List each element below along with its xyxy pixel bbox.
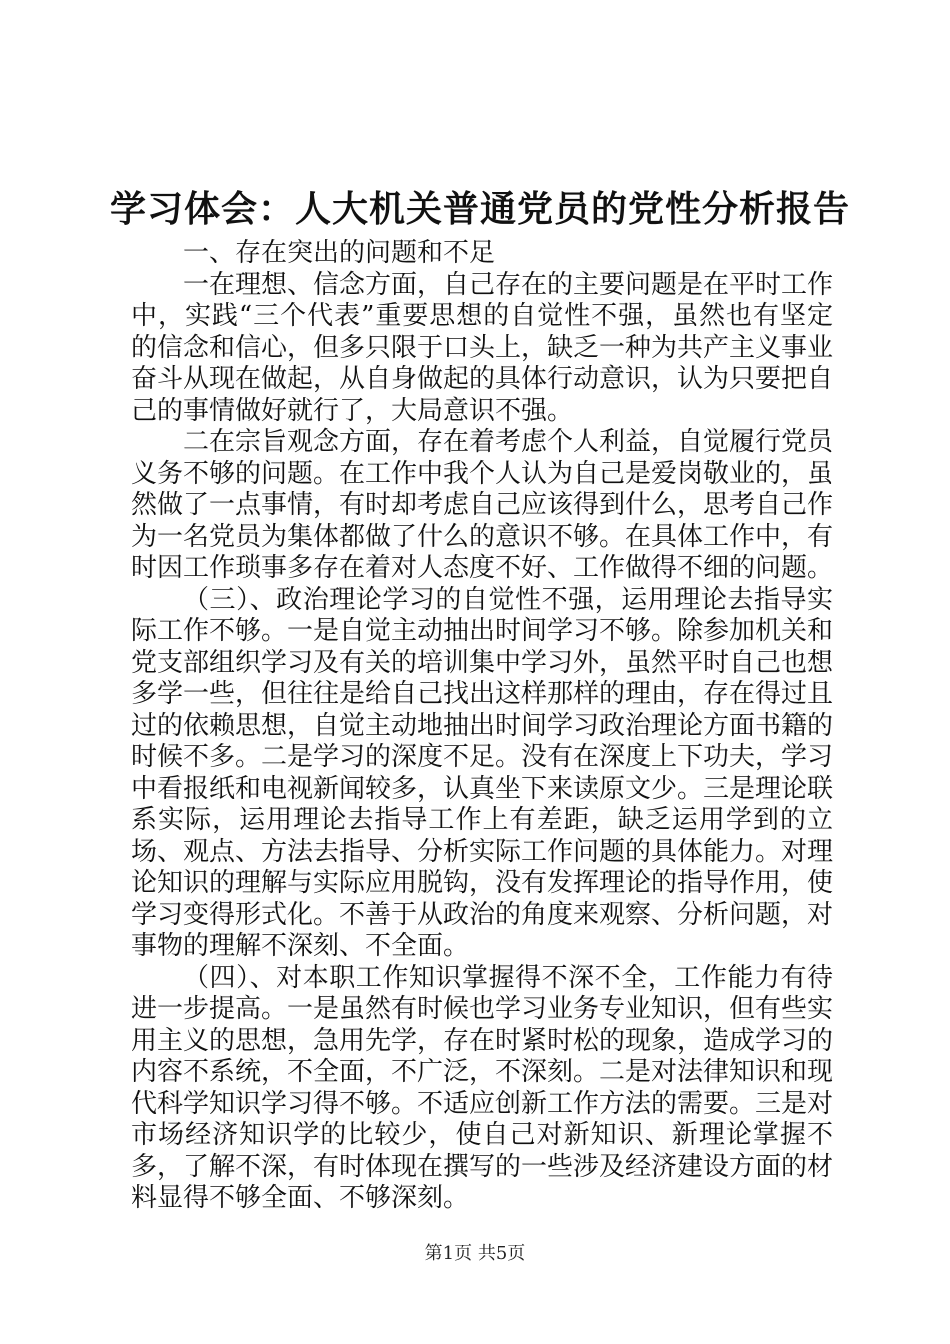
paragraph-theory-study: （三）、政治理论学习的自觉性不强，运用理论去指导实际工作不够。一是自觉主动抽出时间学习不够。除参加机关和党支部组织学习及有关的培训集中学习外，虽然平时自己也想多学一些，但往往是给自己找出这样那样的理由，存在得过且过的依赖思想，自觉主动地抽出时间学习政治理论方面书籍的时候不多。二是学习的深度不足。没有在深度上下功夫，学习中看报纸和电视新闻较多，认真坐下来读原文少。三是理论联系实际，运用理论去指导工作上有差距，缺乏运用学到的立场、观点、方法去指导、分析实际工作问题的具体能力。对理论知识的理解与实际应用脱钩，没有发挥理论的指导作用，使学习变得形式化。不善于从政治的角度来观察、分析问题，对事物的理解不深刻、不全面。 xyxy=(131,584,834,961)
section-heading: 一、存在突出的问题和不足 xyxy=(183,238,496,268)
paragraph-ideals: 一在理想、信念方面，自己存在的主要问题是在平时工作中，实践“三个代表”重要思想的自觉性不强，虽然也有坚定的信念和信心，但多只限于口头上，缺乏一种为共产主义事业奋斗从现在做起，从自身做起的具体行动意识，认为只要把自己的事情做好就行了，大局意识不强。 xyxy=(131,269,834,426)
page-footer: 第1页 共5页 xyxy=(424,1243,526,1264)
document-body xyxy=(131,238,833,1215)
document-title: 学习体会：人大机关普通党员的党性分析报告 xyxy=(109,188,850,230)
paragraph-purpose: 二在宗旨观念方面，存在着考虑个人利益，自觉履行党员义务不够的问题。在工作中我个人认为自己是爱岗敬业的，虽然做了一点事情，有时却考虑自己应该得到什么，思考自己作为一名党员为集体都做了什么的意识不够。在具体工作中，有时因工作琐事多存在着对人态度不好、工作做得不细的问题。 xyxy=(131,427,834,583)
paragraph-job-knowledge: （四）、对本职工作知识掌握得不深不全，工作能力有待进一步提高。一是虽然有时候也学习业务专业知识，但有些实用主义的思想，急用先学，存在时紧时松的现象，造成学习的内容不系统，不全面，不广泛，不深刻。二是对法律知识和现代科学知识学习得不够。不适应创新工作方法的需要。三是对市场经济知识学的比较少，使自己对新知识、新理论掌握不多，了解不深，有时体现在撰写的一些涉及经济建设方面的材料显得不够全面、不够深刻。 xyxy=(131,962,834,1213)
